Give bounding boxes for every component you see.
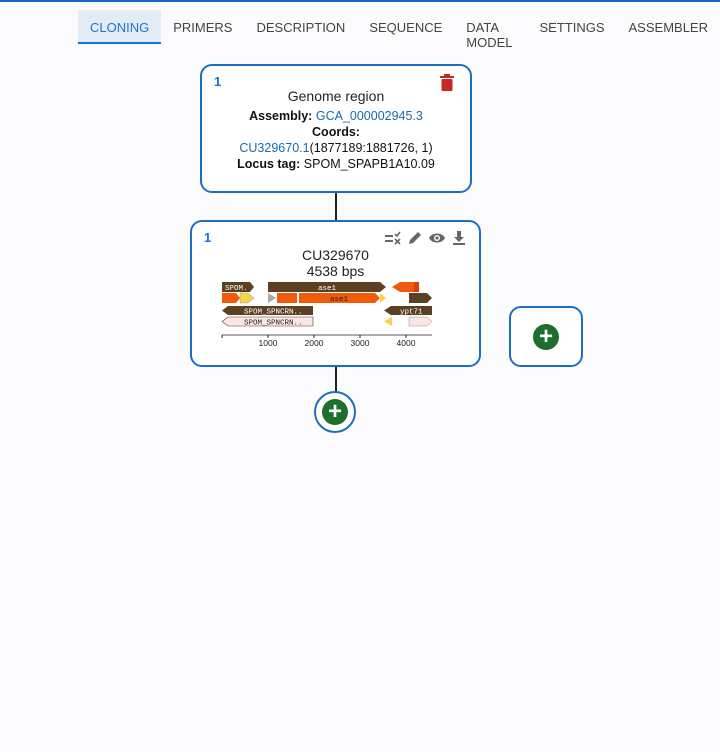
tab-sequence[interactable]: SEQUENCE [369,20,443,35]
tab-description[interactable]: DESCRIPTION [256,20,346,35]
locus-label: Locus tag: [237,157,301,171]
assembly-link[interactable]: GCA_000002945.3 [315,109,423,123]
sequence-name: CU329670 [302,247,369,263]
download-icon[interactable] [451,230,467,246]
source-id: 1 [214,74,222,89]
feature-small [414,282,419,292]
feature-gene-right [409,293,432,303]
feature-pink-right [409,317,432,326]
connector [335,193,337,220]
main-tabs [78,10,720,50]
view-icon[interactable] [429,230,445,246]
feature-cds-a [222,293,240,303]
feature-cds-b [277,293,297,303]
feature-misc-b [380,293,386,303]
tab-assembler[interactable]: ASSEMBLER [628,20,708,35]
delete-icon[interactable] [440,74,454,91]
assembly-label: Assembly: [249,109,313,123]
feature-label: ase1 [318,285,337,293]
axis-tick-label: 3000 [350,338,370,348]
tab-settings[interactable]: SETTINGS [539,20,605,35]
feature-cds-left [392,282,414,292]
feature-misc-a [240,293,254,303]
select-features-icon[interactable] [385,230,401,246]
add-icon[interactable]: + [533,324,559,350]
axis-tick-label: 1000 [258,338,278,348]
add-step-button[interactable] [314,391,356,433]
feature-misc-c [384,317,392,326]
edit-icon[interactable] [407,230,423,246]
connector [335,367,337,392]
tab-data-model[interactable]: DATA MODEL [466,20,513,50]
sequence-map[interactable] [218,278,438,350]
coords-link[interactable]: CU329670.1 [239,141,310,155]
tab-cloning[interactable]: CLONING [78,10,161,44]
feature-label: SPOM_SPNCRN.. [244,319,303,328]
feature-label: ase1 [330,296,349,304]
axis-tick-label: 4000 [396,338,416,348]
feature-label: ypt71 [400,308,423,317]
feature-label: SPOM_SPNCRN.. [244,308,303,317]
add-source-card[interactable] [509,306,583,367]
feature-gray [268,293,276,303]
sequence-id: 1 [204,230,212,245]
sequence-length: 4538 bps [306,263,365,279]
locus-value: SPOM_SPAPB1A10.09 [303,157,435,171]
axis-tick-label: 2000 [304,338,324,348]
source-card [200,64,472,193]
coords-label: Coords: [312,125,360,139]
feature-label: SPOM. [225,285,248,293]
source-title: Genome region [287,88,385,104]
add-icon[interactable]: + [322,399,348,425]
coords-value: (1877189:1881726, 1) [309,141,433,155]
tab-primers[interactable]: PRIMERS [173,20,233,35]
